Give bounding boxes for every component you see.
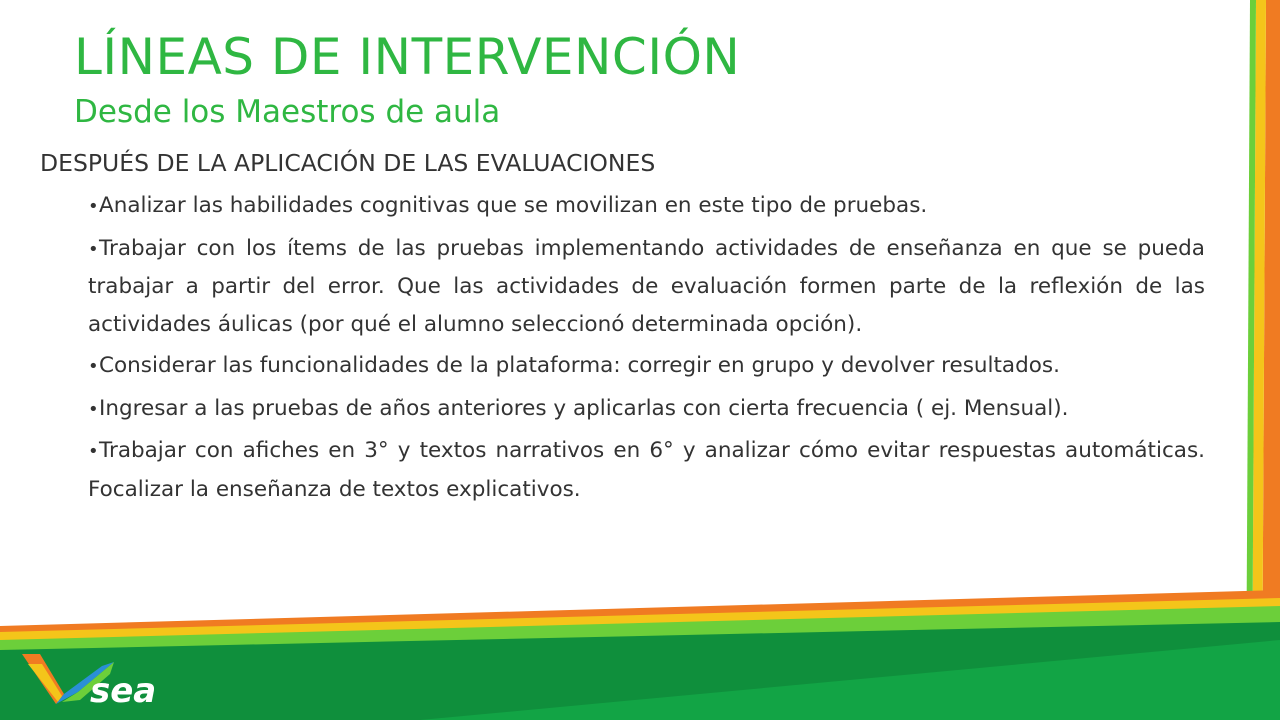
bullet-text: Ingresar a las pruebas de años anteriores y aplicarlas con cierta frecuencia ( ej. Mensual). xyxy=(99,395,1069,421)
bullet-item xyxy=(88,386,1205,429)
section-heading: DESPUÉS DE LA APLICACIÓN DE LAS EVALUACIONES xyxy=(40,149,656,177)
bullet-item xyxy=(88,183,1205,226)
bullet-icon: • xyxy=(88,196,99,217)
sea-logo xyxy=(18,644,178,714)
bullet-text: Analizar las habilidades cognitivas que se movilizan en este tipo de pruebas. xyxy=(99,193,928,218)
bullet-icon: • xyxy=(88,441,99,462)
slide-title: LÍNEAS DE INTERVENCIÓN xyxy=(74,28,741,86)
bullet-icon: • xyxy=(88,238,99,260)
bullet-icon: • xyxy=(88,398,99,420)
bullet-list xyxy=(40,183,1205,508)
bullet-text: Trabajar con afiches en 3° y textos narrativos en 6° y analizar cómo evitar respuestas automáticas. Focalizar la enseñanza de textos explicativos. xyxy=(88,438,1205,502)
bullet-icon: • xyxy=(88,356,99,377)
slide-subtitle: Desde los Maestros de aula xyxy=(74,94,501,130)
bullet-item xyxy=(88,428,1205,508)
logo-wordmark: sea xyxy=(90,671,157,711)
bullet-text: Considerar las funcionalidades de la plataforma: corregir en grupo y devolver resultados. xyxy=(99,353,1060,378)
bullet-text: Trabajar con los ítems de las pruebas implementando actividades de enseñanza en que se pueda trabajar a partir del error. Que las actividades de evaluación formen parte de la reflexión de las actividades áulicas (por qué el alumno seleccionó determinada opción). xyxy=(88,235,1205,337)
slide-content xyxy=(40,143,1205,508)
bullet-item xyxy=(88,226,1205,344)
bullet-item xyxy=(88,343,1205,386)
